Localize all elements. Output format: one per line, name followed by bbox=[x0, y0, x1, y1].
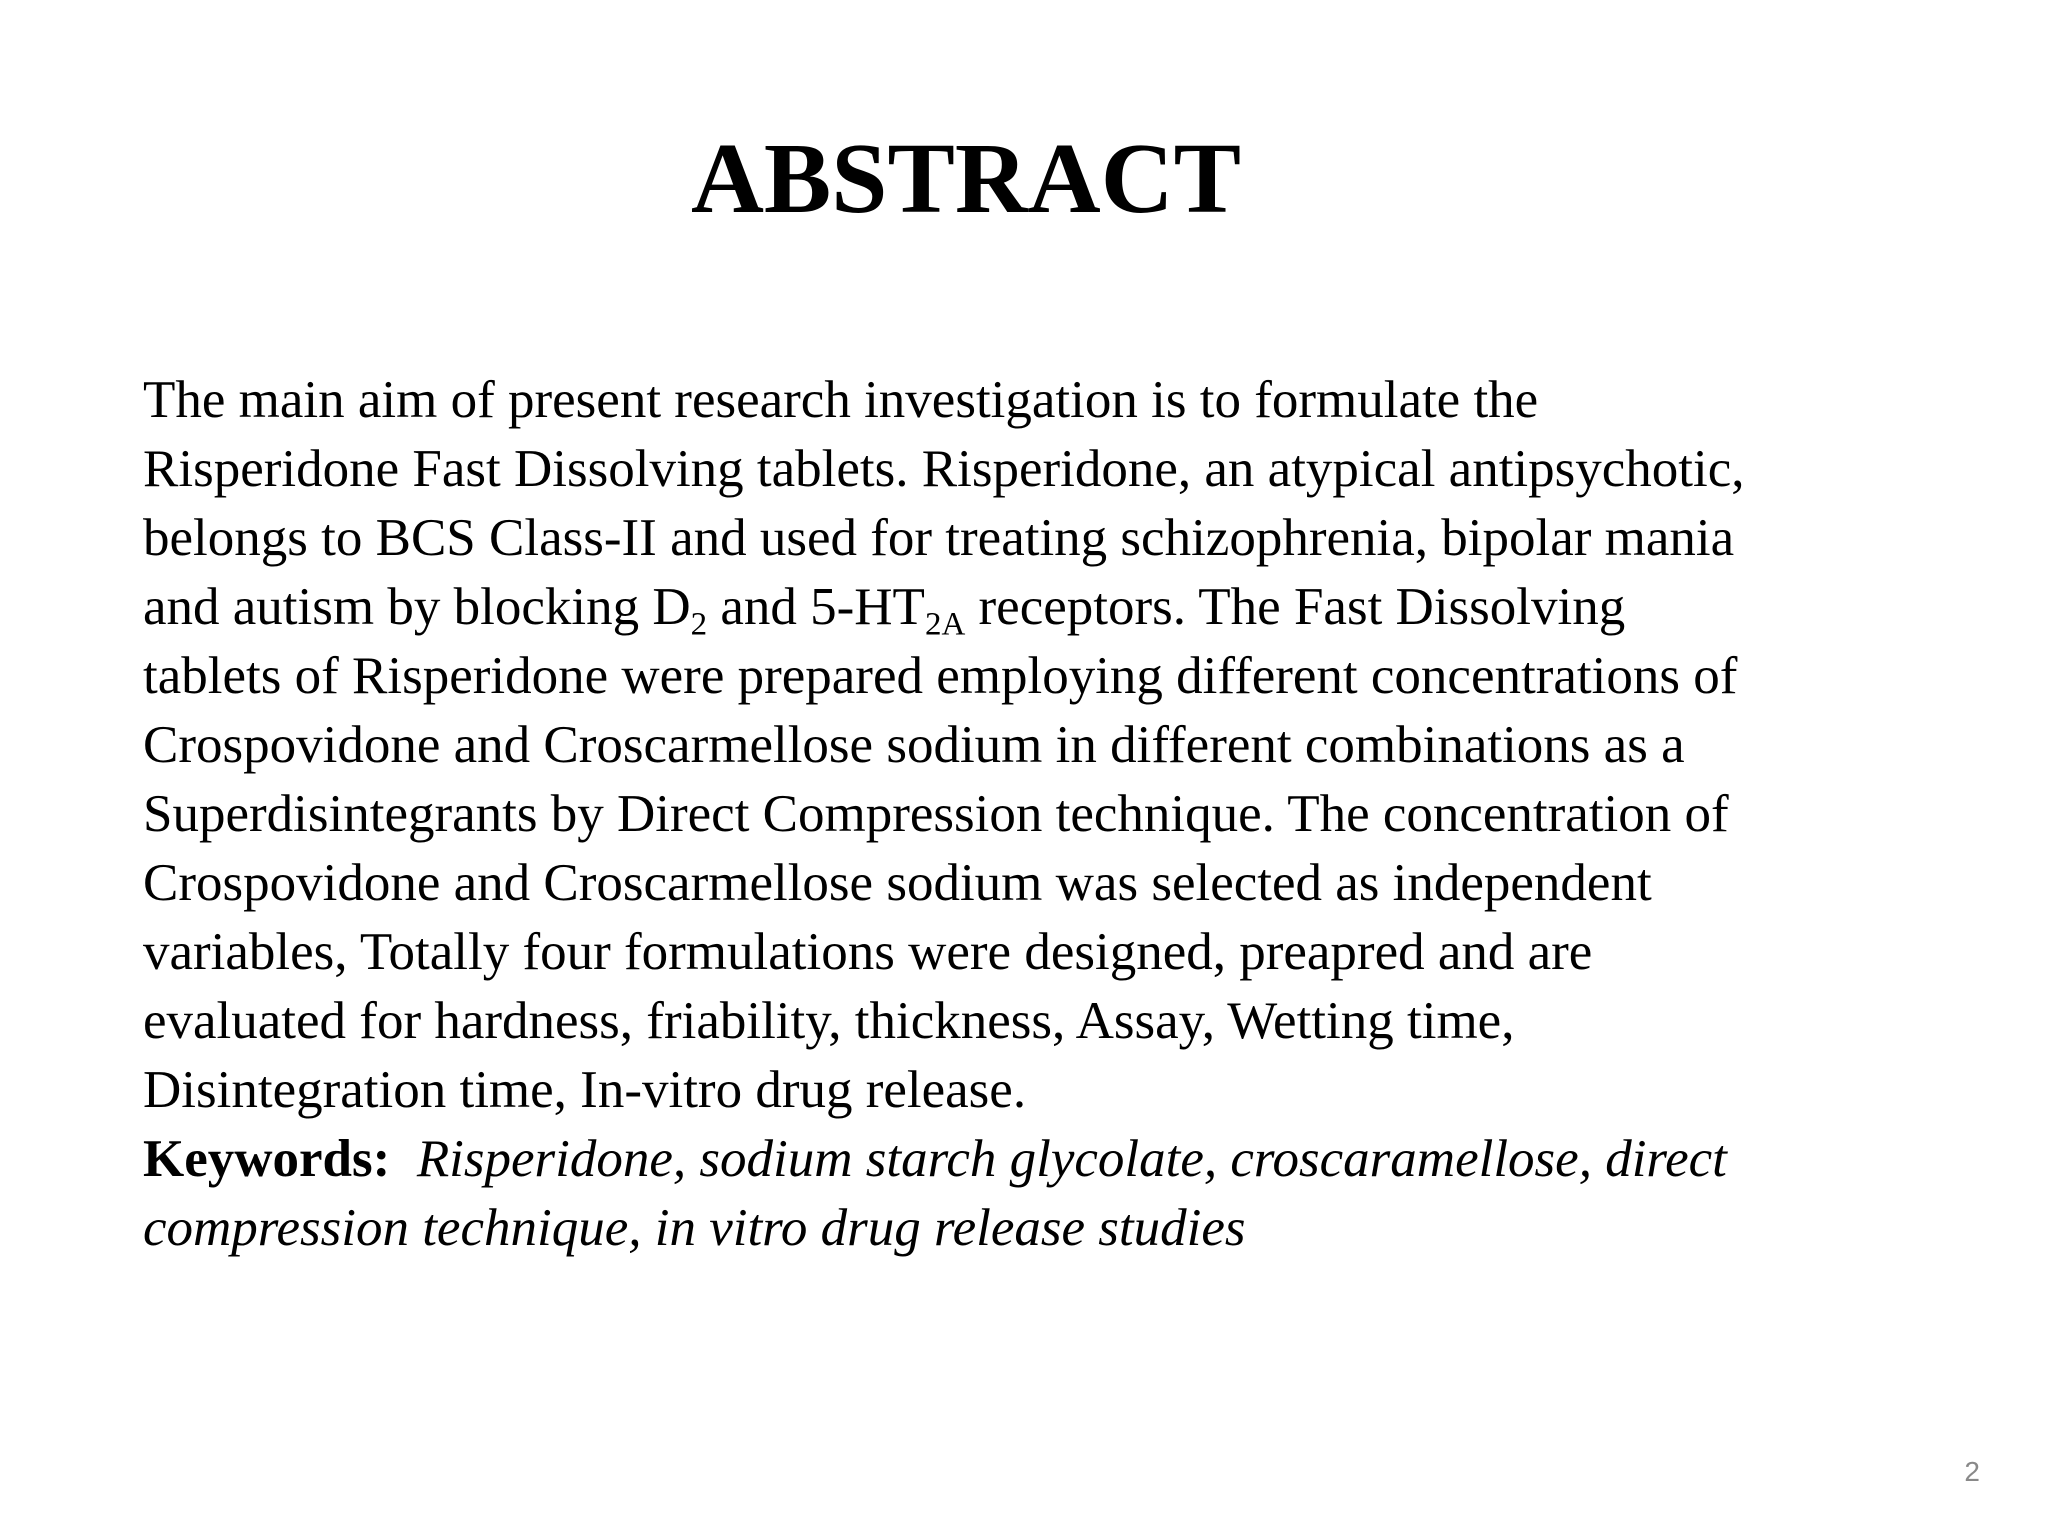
abstract-line: Crospovidone and Croscarmellose sodium was selected as independent bbox=[143, 854, 1652, 912]
d-subscript: 2 bbox=[690, 606, 708, 643]
line-text-before-d: and autism by blocking D bbox=[143, 578, 691, 636]
abstract-line: Superdisintegrants by Direct Compression technique. The concentration of bbox=[143, 785, 1729, 843]
slide-title: ABSTRACT bbox=[690, 122, 1242, 234]
keywords-label: Keywords: bbox=[143, 1130, 391, 1188]
line-text-before-ht: and 5-HT bbox=[707, 578, 925, 636]
abstract-line: tablets of Risperidone were prepared employing different concentrations of bbox=[143, 647, 1738, 705]
abstract-line: evaluated for hardness, friability, thickness, Assay, Wetting time, bbox=[143, 992, 1515, 1050]
abstract-line: Crospovidone and Croscarmellose sodium in different combinations as a bbox=[143, 716, 1685, 774]
abstract-line-with-subscripts bbox=[143, 573, 1923, 642]
abstract-line: The main aim of present research investigation is to formulate the bbox=[143, 371, 1539, 429]
abstract-body bbox=[143, 366, 1923, 1263]
abstract-line: variables, Totally four formulations were designed, preapred and are bbox=[143, 923, 1593, 981]
keywords-line-continued: compression technique, in vitro drug release studies bbox=[143, 1199, 1246, 1257]
keywords-line bbox=[143, 1125, 1923, 1194]
abstract-line: Risperidone Fast Dissolving tablets. Risperidone, an atypical antipsychotic, bbox=[143, 440, 1745, 498]
abstract-line: Disintegration time, In-vitro drug release. bbox=[143, 1061, 1027, 1119]
line-text-after: receptors. The Fast Dissolving bbox=[965, 578, 1626, 636]
ht-subscript: 2A bbox=[924, 606, 966, 643]
abstract-line: belongs to BCS Class-II and used for treating schizophrenia, bipolar mania bbox=[143, 509, 1735, 567]
page-number: 2 bbox=[1964, 1456, 1980, 1487]
keywords-text: Risperidone, sodium starch glycolate, croscaramellose, direct bbox=[416, 1130, 1727, 1188]
